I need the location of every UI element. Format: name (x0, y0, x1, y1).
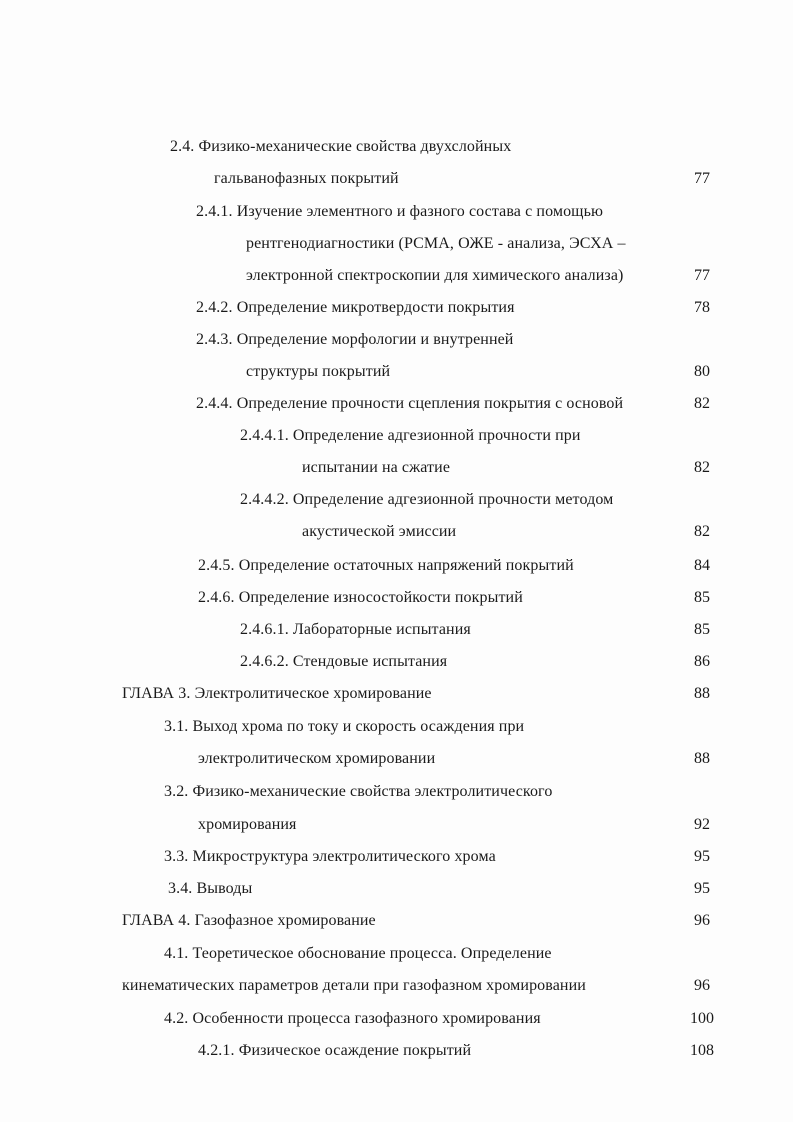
toc-line: кинематических параметров детали при газофазном хромировании (122, 977, 586, 994)
toc-chapter-line: ГЛАВА 4. Газофазное хромирование (122, 912, 376, 929)
toc-page-number: 80 (694, 363, 710, 380)
toc-chapter-line: ГЛАВА 3. Электролитическое хромирование (122, 685, 432, 702)
toc-page-number: 92 (694, 816, 710, 833)
toc-page-number: 95 (694, 848, 710, 865)
toc-page-number: 82 (694, 459, 710, 476)
toc-page-number: 85 (694, 589, 710, 606)
toc-page-number: 96 (694, 977, 710, 994)
toc-line: хромирования (198, 816, 297, 833)
toc-line: 2.4. Физико-механические свойства двухслойных (170, 138, 512, 155)
toc-page-number: 77 (694, 170, 710, 187)
toc-line: 4.1. Теоретическое обоснование процесса. Определение (164, 945, 552, 962)
toc-page-number: 82 (694, 395, 710, 412)
toc-line: 2.4.4. Определение прочности сцепления покрытия с основой (196, 395, 624, 412)
toc-line: испытании на сжатие (302, 459, 451, 476)
toc-page-number: 95 (694, 880, 710, 897)
toc-line: 4.2.1. Физическое осаждение покрытий (198, 1042, 472, 1059)
toc-line: 4.2. Особенности процесса газофазного хромирования (164, 1010, 541, 1027)
toc-line: акустической эмиссии (302, 523, 457, 540)
toc-line: 2.4.6.2. Стендовые испытания (240, 653, 448, 670)
toc-line: 3.1. Выход хрома по току и скорость осаждения при (164, 718, 525, 735)
toc-page-number: 78 (694, 299, 710, 316)
toc-page-number: 86 (694, 653, 710, 670)
toc-line: 3.3. Микроструктура электролитического хрома (164, 848, 496, 865)
toc-line: 2.4.1. Изучение элементного и фазного состава с помощью (196, 203, 604, 220)
toc-line: 2.4.6.1. Лабораторные испытания (240, 621, 471, 638)
toc-line: 3.4. Выводы (168, 880, 253, 897)
toc-page-number: 88 (694, 685, 710, 702)
toc-line: электронной спектроскопии для химического анализа) (246, 267, 624, 284)
toc-page-number: 100 (690, 1010, 714, 1027)
toc-line: 2.4.2. Определение микротвердости покрытия (196, 299, 515, 316)
toc-line: электролитическом хромировании (198, 750, 436, 767)
toc-line: 2.4.4.2. Определение адгезионной прочности методом (240, 491, 614, 508)
toc-page-number: 108 (690, 1042, 714, 1059)
toc-line: 2.4.3. Определение морфологии и внутренней (196, 331, 514, 348)
toc-page-number: 96 (694, 912, 710, 929)
toc-line: 2.4.6. Определение износостойкости покрытий (198, 589, 523, 606)
toc-line: 3.2. Физико-механические свойства электролитического (164, 783, 553, 800)
toc-page-number: 84 (694, 557, 710, 574)
toc-line: 2.4.5. Определение остаточных напряжений покрытий (198, 557, 574, 574)
toc-line: структуры покрытий (246, 363, 391, 380)
toc-line: рентгенодиагностики (РСМА, ОЖЕ - анализа, ЭСХА – (246, 235, 626, 252)
toc-page-number: 88 (694, 750, 710, 767)
toc-page-number: 77 (694, 267, 710, 284)
toc-page-number: 85 (694, 621, 710, 638)
toc-line: гальванофазных покрытий (214, 170, 399, 187)
toc-line: 2.4.4.1. Определение адгезионной прочности при (240, 427, 581, 444)
toc-page-number: 82 (694, 523, 710, 540)
